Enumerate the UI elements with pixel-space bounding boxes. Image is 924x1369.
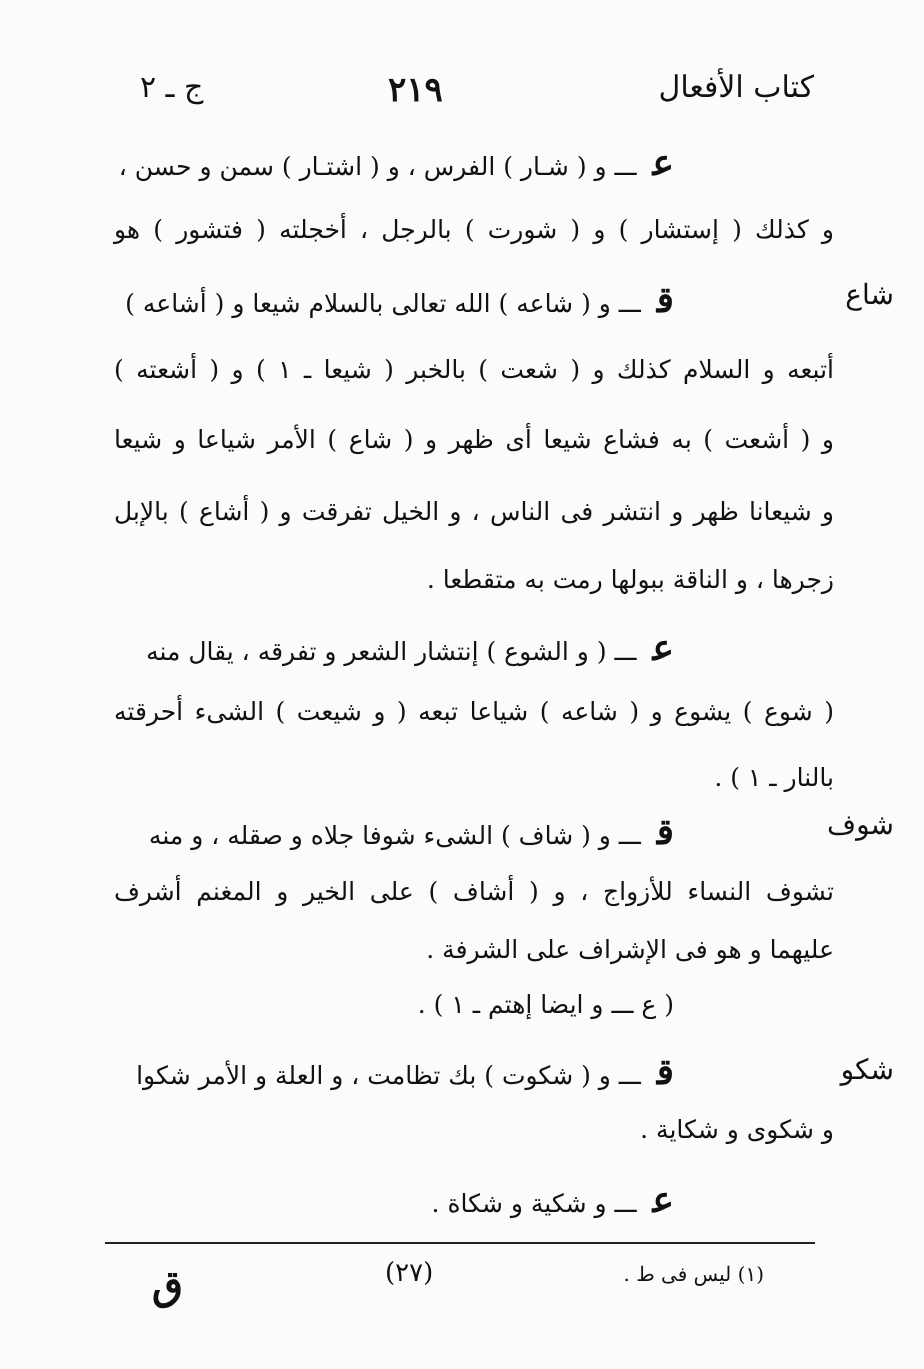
catchword: ق <box>152 1262 184 1309</box>
text-line: و كذلك ( إستشار ) و ( شورت ) بالرجل ، أخجلته ( فتشور ) هو <box>114 215 834 244</box>
source-marker: ق <box>656 811 674 853</box>
text-line: ( شوع ) يشوع و ( شاعه ) شياعا تبعه ( و شيعت ) الشىء أحرقته <box>114 697 834 726</box>
margin-entry-shakw: شكو <box>840 1053 894 1086</box>
source-marker: ع <box>652 627 674 669</box>
text-line: عـــ و شكية و شكاة . <box>431 1179 674 1221</box>
text-line: عـــ ( و الشوع ) إنتشار الشعر و تفرقه ، يقال منه <box>146 627 674 669</box>
margin-entry-shawf: شوف <box>827 808 894 841</box>
text-line: تشوف النساء للأزواج ، و ( أشاف ) على الخير و المغنم أشرف <box>114 877 834 906</box>
source-marker: ق <box>656 279 674 321</box>
sheet-number: (٢٧) <box>385 1258 434 1288</box>
text-line: عليهما و هو فى الإشراف على الشرفة . <box>426 935 834 964</box>
book-title: كتاب الأفعال <box>658 70 814 105</box>
text-line: و شيعانا ظهر و انتشر فى الناس ، و الخيل تفرقت و ( أشاع ) بالإبل <box>114 497 834 526</box>
footnote: (١) ليس فى ط . <box>623 1262 764 1286</box>
text-line: عـــ و ( شـار ) الفرس ، و ( اشتـار ) سمن و حسن ، <box>118 142 674 184</box>
text-line: و شكوى و شكاية . <box>640 1115 834 1144</box>
text-line: و ( أشعت ) به فشاع شيعا أى ظهر و ( شاع ) الأمر شياعا و شيعا <box>114 425 834 454</box>
text-line: قـــ و ( شكوت ) بك تظامت ، و العلة و الأمر شكوا <box>136 1051 674 1093</box>
volume-label: ج ـ ٢ <box>140 70 204 105</box>
text-line: أتبعه و السلام كذلك و ( شعت ) بالخبر ( شيعا ـ ١ ) و ( أشعته ) <box>114 355 834 384</box>
margin-entry-shaa: شاع <box>845 278 894 311</box>
source-marker: ق <box>656 1051 674 1093</box>
page-number: ٢١٩ <box>388 70 443 110</box>
text-line: قـــ و ( شاف ) الشىء شوفا جلاه و صقله ، و منه <box>148 811 674 853</box>
source-marker: ع <box>652 1179 674 1221</box>
text-line: ( ع ـــ و ايضا إهتم ـ ١ ) . <box>417 990 674 1019</box>
text-line: قـــ و ( شاعه ) الله تعالى بالسلام شيعا و ( أشاعه ) <box>125 279 674 321</box>
text-line: زجرها ، و الناقة ببولها رمت به متقطعا . <box>426 565 834 594</box>
footnote-divider <box>105 1242 815 1244</box>
text-line: بالنار ـ ١ ) . <box>714 763 834 792</box>
source-marker: ع <box>652 142 674 184</box>
